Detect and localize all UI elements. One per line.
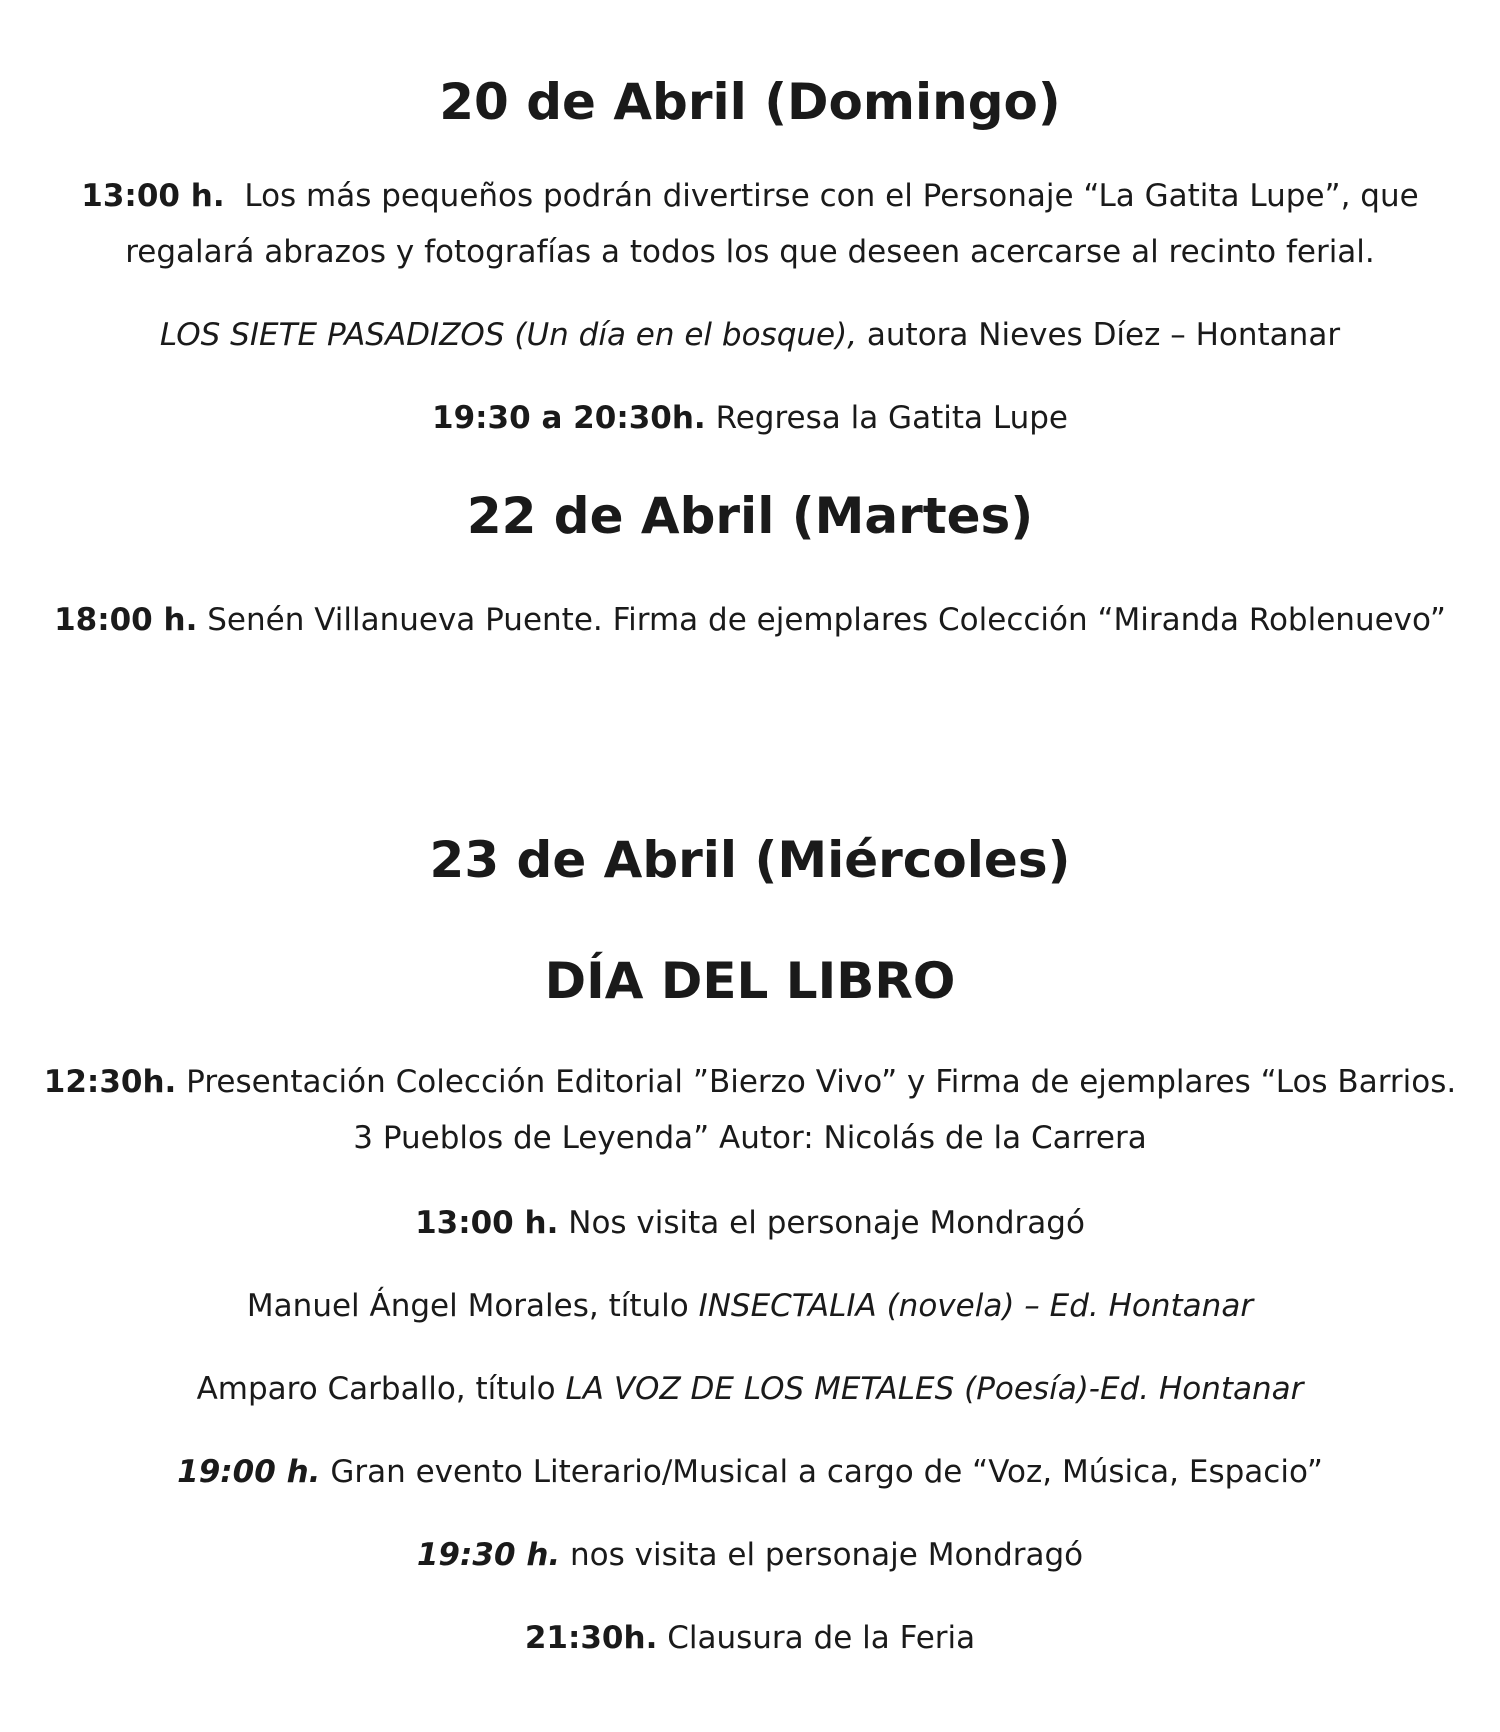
event-item: [40, 1278, 1460, 1334]
event-text: autora Nieves Díez – Hontanar: [866, 317, 1341, 353]
event-item: [40, 1444, 1460, 1500]
event-item: [40, 592, 1460, 648]
event-text: Nos visita el personaje Mondragó: [568, 1205, 1085, 1241]
event-text: Manuel Ángel Morales, título: [246, 1288, 689, 1324]
event-time: 18:00 h.: [54, 602, 198, 638]
day-heading-miercoles: 23 de Abril (Miércoles): [429, 831, 1071, 889]
event-text: Clausura de la Feria: [667, 1620, 976, 1656]
event-time: 19:30 h.: [416, 1537, 561, 1573]
event-text: Regresa la Gatita Lupe: [715, 400, 1068, 436]
book-title: LA VOZ DE LOS METALES (Poesía)-Ed. Hontanar: [565, 1371, 1304, 1407]
day-heading-martes: 22 de Abril (Martes): [466, 487, 1034, 545]
day-subtitle: DÍA DEL LIBRO: [544, 952, 956, 1010]
event-text: Senén Villanueva Puente. Firma de ejemplares Colección “Miranda Roblenuevo”: [207, 602, 1446, 638]
event-item: [40, 1195, 1460, 1251]
event-text: nos visita el personaje Mondragó: [570, 1537, 1084, 1573]
event-text: Gran evento Literario/Musical a cargo de “Voz, Música, Espacio”: [330, 1454, 1323, 1490]
event-item: [40, 1527, 1460, 1583]
book-title: INSECTALIA (novela) – Ed. Hontanar: [698, 1288, 1254, 1324]
event-time: 13:00 h.: [81, 178, 225, 214]
event-item: [40, 390, 1460, 446]
event-item: [40, 1361, 1460, 1417]
event-item: [40, 307, 1460, 363]
event-time: 19:00 h.: [177, 1454, 321, 1490]
event-item: [40, 1610, 1460, 1666]
event-text: Amparo Carballo, título: [196, 1371, 556, 1407]
event-time: 12:30h.: [43, 1064, 177, 1100]
event-item: [40, 1054, 1460, 1166]
event-text: Los más pequeños podrán divertirse con el Personaje “La Gatita Lupe”, que regalará abrazos y fotografías a todos los que deseen acercarse al recinto ferial.: [125, 178, 1419, 270]
event-time: 13:00 h.: [415, 1205, 559, 1241]
day-heading-domingo: 20 de Abril (Domingo): [439, 73, 1061, 131]
event-text: Presentación Colección Editorial ”Bierzo Vivo” y Firma de ejemplares “Los Barrios. 3 Pueblos de Leyenda” Autor: Nicolás de la Carrera: [186, 1064, 1457, 1156]
event-time: 21:30h.: [524, 1620, 658, 1656]
event-item: [40, 168, 1460, 280]
book-title: LOS SIETE PASADIZOS (Un día en el bosque),: [159, 317, 858, 353]
event-time: 19:30 a 20:30h.: [432, 400, 706, 436]
